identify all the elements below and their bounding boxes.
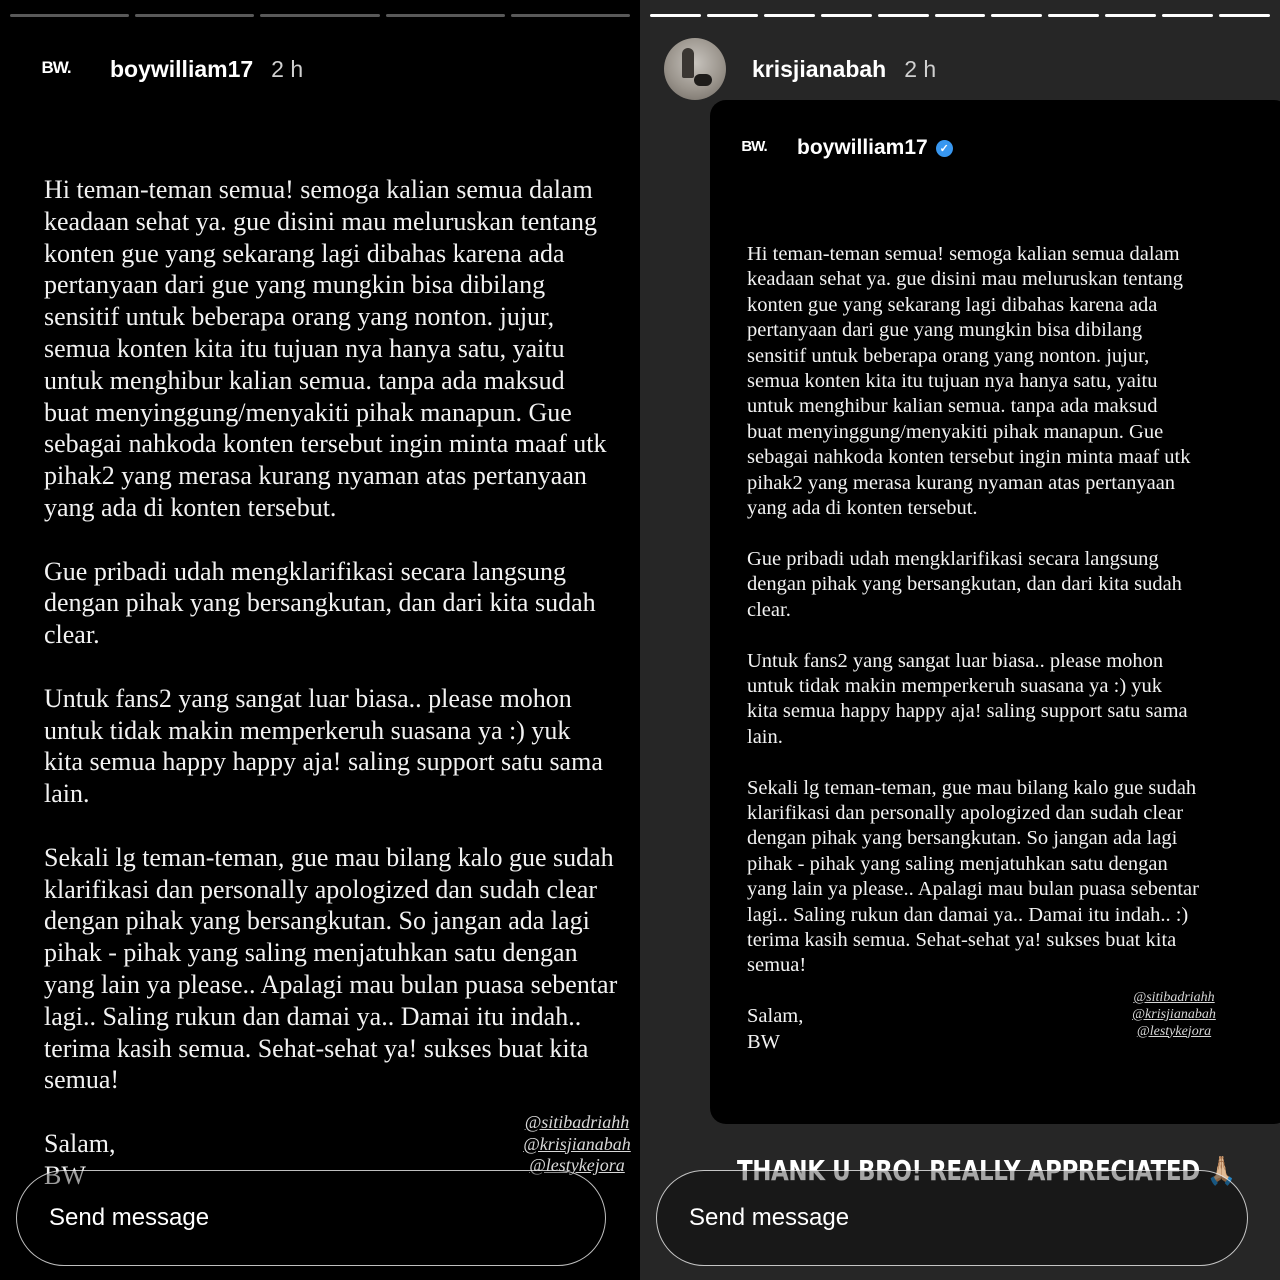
mention-sitibadriahh[interactable]: @sitibadriahh <box>524 1112 630 1132</box>
progress-segment <box>135 14 254 17</box>
story-progress-bar <box>10 14 630 17</box>
progress-segment <box>764 14 815 17</box>
repost-header <box>733 118 953 178</box>
avatar-dog-shape <box>694 74 712 86</box>
avatar-bw-logo[interactable] <box>32 59 80 80</box>
story-timestamp: 2 h <box>271 55 304 82</box>
story-header <box>664 36 936 102</box>
repost-avatar-bw-logo[interactable] <box>733 139 775 158</box>
progress-segment <box>10 14 129 17</box>
progress-segment <box>511 14 630 17</box>
story-header <box>32 36 303 102</box>
progress-segment <box>386 14 505 17</box>
story-username[interactable]: boywilliam17 <box>110 55 254 82</box>
progress-segment <box>878 14 929 17</box>
avatar[interactable] <box>664 38 726 100</box>
progress-segment <box>1219 14 1270 17</box>
mention-lestykejora[interactable]: @lestykejora <box>1136 1023 1212 1039</box>
send-message-input[interactable] <box>656 1170 1248 1266</box>
story-caption: THANK U BRO! REALLY APPRECIATED 🙏🏼 <box>737 1154 1236 1187</box>
verified-badge-icon: ✓ <box>936 140 953 157</box>
send-message-input[interactable] <box>16 1170 606 1266</box>
avatar-person-shape <box>682 48 694 78</box>
mention-sitibadriahh[interactable]: @sitibadriahh <box>1133 990 1215 1005</box>
story-timestamp: 2 h <box>904 55 937 82</box>
story-username[interactable]: krisjianabah <box>752 55 887 82</box>
repost-mention-tags <box>1112 990 1236 1040</box>
progress-segment <box>1105 14 1156 17</box>
mention-krisjianabah[interactable]: @krisjianabah <box>523 1133 631 1154</box>
logo-subtitle <box>56 77 57 80</box>
mention-lestykejora[interactable]: @lestykejora <box>529 1155 625 1176</box>
mention-tags <box>512 1112 640 1177</box>
story-body-text: Hi teman-teman semua! semoga kalian semua dalam keadaan sehat ya. gue disini mau meluruskan tentang konten gue yang sekarang lagi dibahas karena ada pertanyaan dari gue yang mungkin bisa dibilang sensitif untuk beberapa orang yang nonton. jujur, semua konten kita itu tujuan nya hanya satu, yaitu untuk menghibur kalian semua. tanpa ada maksud buat menyinggung/menyakiti pihak manapun. Gue sebagai nahkoda konten tersebut ingin minta maaf utk pihak2 yang merasa kurang nyaman atas pertanyaan yang ada di konten tersebut. Gue pribadi udah mengklarifikasi secara langsung dengan pihak yang bersangkutan, dan dari kita sudah clear. Untuk fans2 yang sangat luar biasa.. please mohon untuk tidak makin memperkeruh suasana ya :) yuk kita semua happy happy aja! saling support satu sama lain. Sekali lg teman-teman, gue mau bilang kalo gue sudah klarifikasi dan personally apologized dan sudah clear dengan pihak yang bersangkutan. So jangan ada lagi pihak - pihak yang saling menjatuhkan satu dengan yang lain ya please.. Apalagi mau bulan puasa sebentar lagi.. Saling rukun dan damai ya.. Damai itu indah.. terima kasih semua. Sehat-sehat ya! sukses buat kita semua! Salam, BW <box>44 175 618 1190</box>
send-message-placeholder: Send message <box>49 1204 210 1231</box>
progress-segment <box>821 14 872 17</box>
mention-krisjianabah[interactable]: @krisjianabah <box>1132 1006 1216 1022</box>
progress-segment <box>1048 14 1099 17</box>
progress-segment <box>650 14 701 17</box>
logo-text: BW. <box>741 137 767 155</box>
progress-segment <box>991 14 1042 17</box>
send-message-placeholder: Send message <box>689 1204 850 1231</box>
progress-segment <box>260 14 379 17</box>
logo-text: BW. <box>41 57 71 77</box>
repost-username[interactable]: boywilliam17 <box>797 136 928 159</box>
repost-body-text: Hi teman-teman semua! semoga kalian semua dalam keadaan sehat ya. gue disini mau meluruskan tentang konten gue yang sekarang lagi dibahas karena ada pertanyaan dari gue yang mungkin bisa dibilang sensitif untuk beberapa orang yang nonton. jujur, semua konten kita itu tujuan nya hanya satu, yaitu untuk menghibur kalian semua. tanpa ada maksud buat menyinggung/menyakiti pihak manapun. Gue sebagai nahkoda konten tersebut ingin minta maaf utk pihak2 yang merasa kurang nyaman atas pertanyaan yang ada di konten tersebut. Gue pribadi udah mengklarifikasi secara langsung dengan pihak yang bersangkutan, dan dari kita sudah clear. Untuk fans2 yang sangat luar biasa.. please mohon untuk tidak makin memperkeruh suasana ya :) yuk kita semua happy happy aja! saling support satu sama lain. Sekali lg teman-teman, gue mau bilang kalo gue sudah klarifikasi dan personally apologized dan sudah clear dengan pihak yang bersangkutan. So jangan ada lagi pihak - pihak yang saling menjatuhkan satu dengan yang lain ya please.. Apalagi mau bulan puasa sebentar lagi.. Saling rukun dan damai ya.. Damai itu indah.. :) terima kasih semua. Sehat-sehat ya! sukses buat kita semua! Salam, BW <box>747 243 1199 1053</box>
progress-segment <box>707 14 758 17</box>
progress-segment <box>1162 14 1213 17</box>
logo-subtitle <box>754 155 755 158</box>
progress-segment <box>935 14 986 17</box>
story-progress-bar <box>650 14 1270 17</box>
